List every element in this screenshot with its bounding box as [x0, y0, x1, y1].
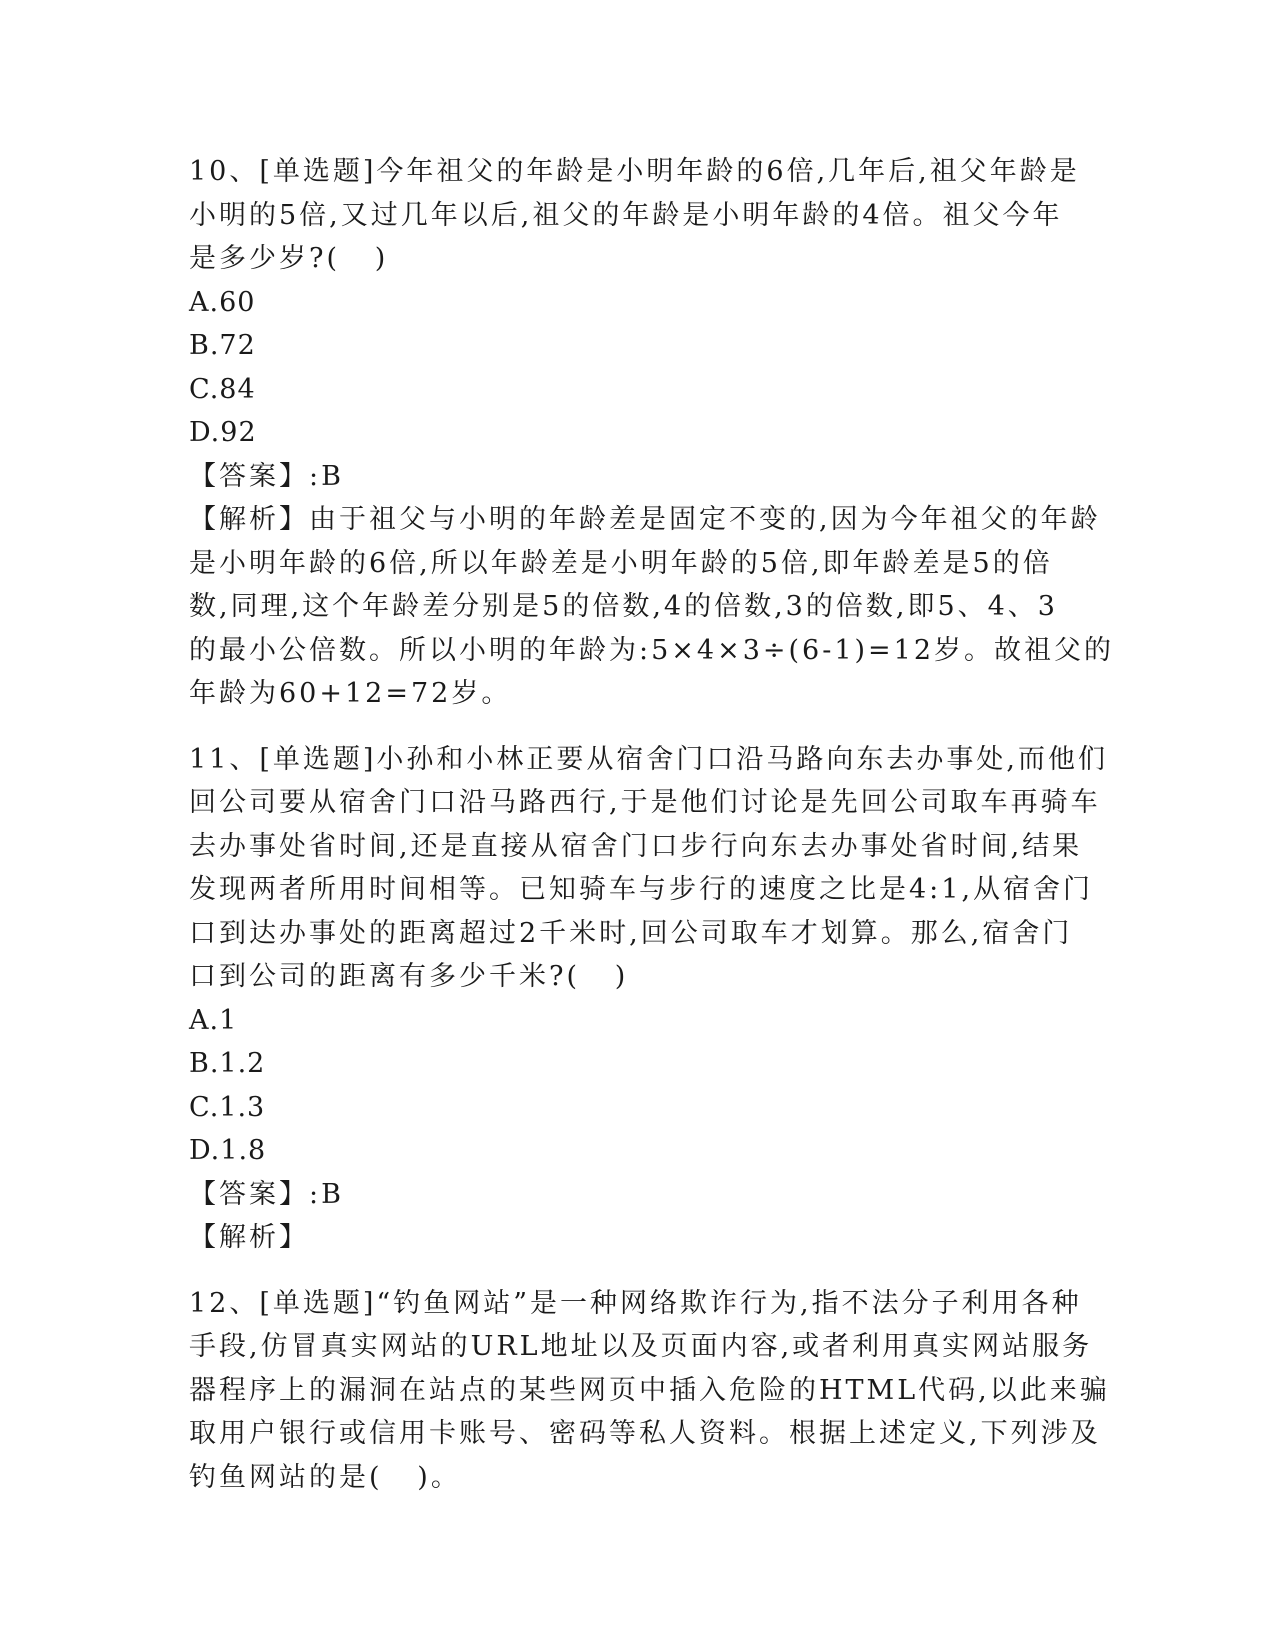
answer-value: B [321, 460, 344, 492]
option-d: D.1.8 [189, 1135, 267, 1166]
question-stem-line: 回公司要从宿舍门口沿马路西行,于是他们讨论是先回公司取车再骑车 [189, 787, 1101, 818]
question-stem-line: 口到公司的距离有多少千米?( ) [189, 961, 629, 992]
question-stem-line: 是多少岁?( ) [189, 243, 389, 274]
question-stem-line: 器程序上的漏洞在站点的某些网页中插入危险的HTML代码,以此来骗 [189, 1374, 1110, 1406]
answer-line [189, 1173, 1089, 1217]
option-c: C.84 [189, 373, 256, 405]
question-stem-line: 口到达办事处的距离超过2千米时,回公司取车才划算。那么,宿舍门 [189, 917, 1073, 949]
analysis-line [189, 498, 1101, 542]
question-stem-line: 去办事处省时间,还是直接从宿舍门口步行向东去办事处省时间,结果 [189, 830, 1083, 862]
analysis-text-line: 是小明年龄的6倍,所以年龄差是小明年龄的5倍,即年龄差是5的倍 [189, 547, 1053, 579]
option-a: A.1 [189, 1004, 238, 1036]
question-11 [189, 738, 1109, 1260]
analysis-text: 由于祖父与小明的年龄差是固定不变的,因为今年祖父的年龄 [309, 504, 1101, 535]
analysis-text-line: 数,同理,这个年龄差分别是5的倍数,4的倍数,3的倍数,即5、4、3 [189, 591, 1058, 622]
option-d: D.92 [189, 417, 257, 448]
question-stem-line: 手段,仿冒真实网站的URL地址以及页面内容,或者利用真实网站服务 [189, 1331, 1093, 1362]
question-10 [189, 150, 1115, 716]
answer-label: 【答案】: [189, 1178, 322, 1210]
question-stem-line: 12、[单选题]“钓鱼网站”是一种网络欺诈行为,指不法分子利用各种 [189, 1287, 1082, 1319]
document-page [189, 150, 1115, 1499]
analysis-label: 【解析】 [189, 1222, 309, 1253]
analysis-text-line: 年龄为60+12=72岁。 [189, 678, 512, 709]
answer-line [189, 455, 1089, 499]
question-stem-line: 钓鱼网站的是( )。 [189, 1461, 461, 1493]
analysis-text-line: 的最小公倍数。所以小明的年龄为:5×4×3÷(6-1)=12岁。故祖父的 [189, 634, 1115, 666]
answer-label: 【答案】: [189, 460, 322, 492]
option-c: C.1.3 [189, 1091, 266, 1123]
question-stem-line: 取用户银行或信用卡账号、密码等私人资料。根据上述定义,下列涉及 [189, 1418, 1101, 1449]
question-12 [189, 1282, 1110, 1500]
analysis-label: 【解析】 [189, 504, 309, 535]
question-stem-line: 小明的5倍,又过几年以后,祖父的年龄是小明年龄的4倍。祖父今年 [189, 199, 1063, 231]
question-stem-line: 11、[单选题]小孙和小林正要从宿舍门口沿马路向东去办事处,而他们 [189, 743, 1109, 775]
question-stem-line: 发现两者所用时间相等。已知骑车与步行的速度之比是4:1,从宿舍门 [189, 874, 1094, 905]
answer-value: B [321, 1178, 344, 1210]
option-a: A.60 [189, 286, 256, 318]
option-b: B.72 [189, 330, 256, 361]
analysis-line [189, 1216, 1089, 1260]
question-stem-line: 10、[单选题]今年祖父的年龄是小明年龄的6倍,几年后,祖父年龄是 [189, 156, 1080, 187]
option-b: B.1.2 [189, 1048, 266, 1079]
